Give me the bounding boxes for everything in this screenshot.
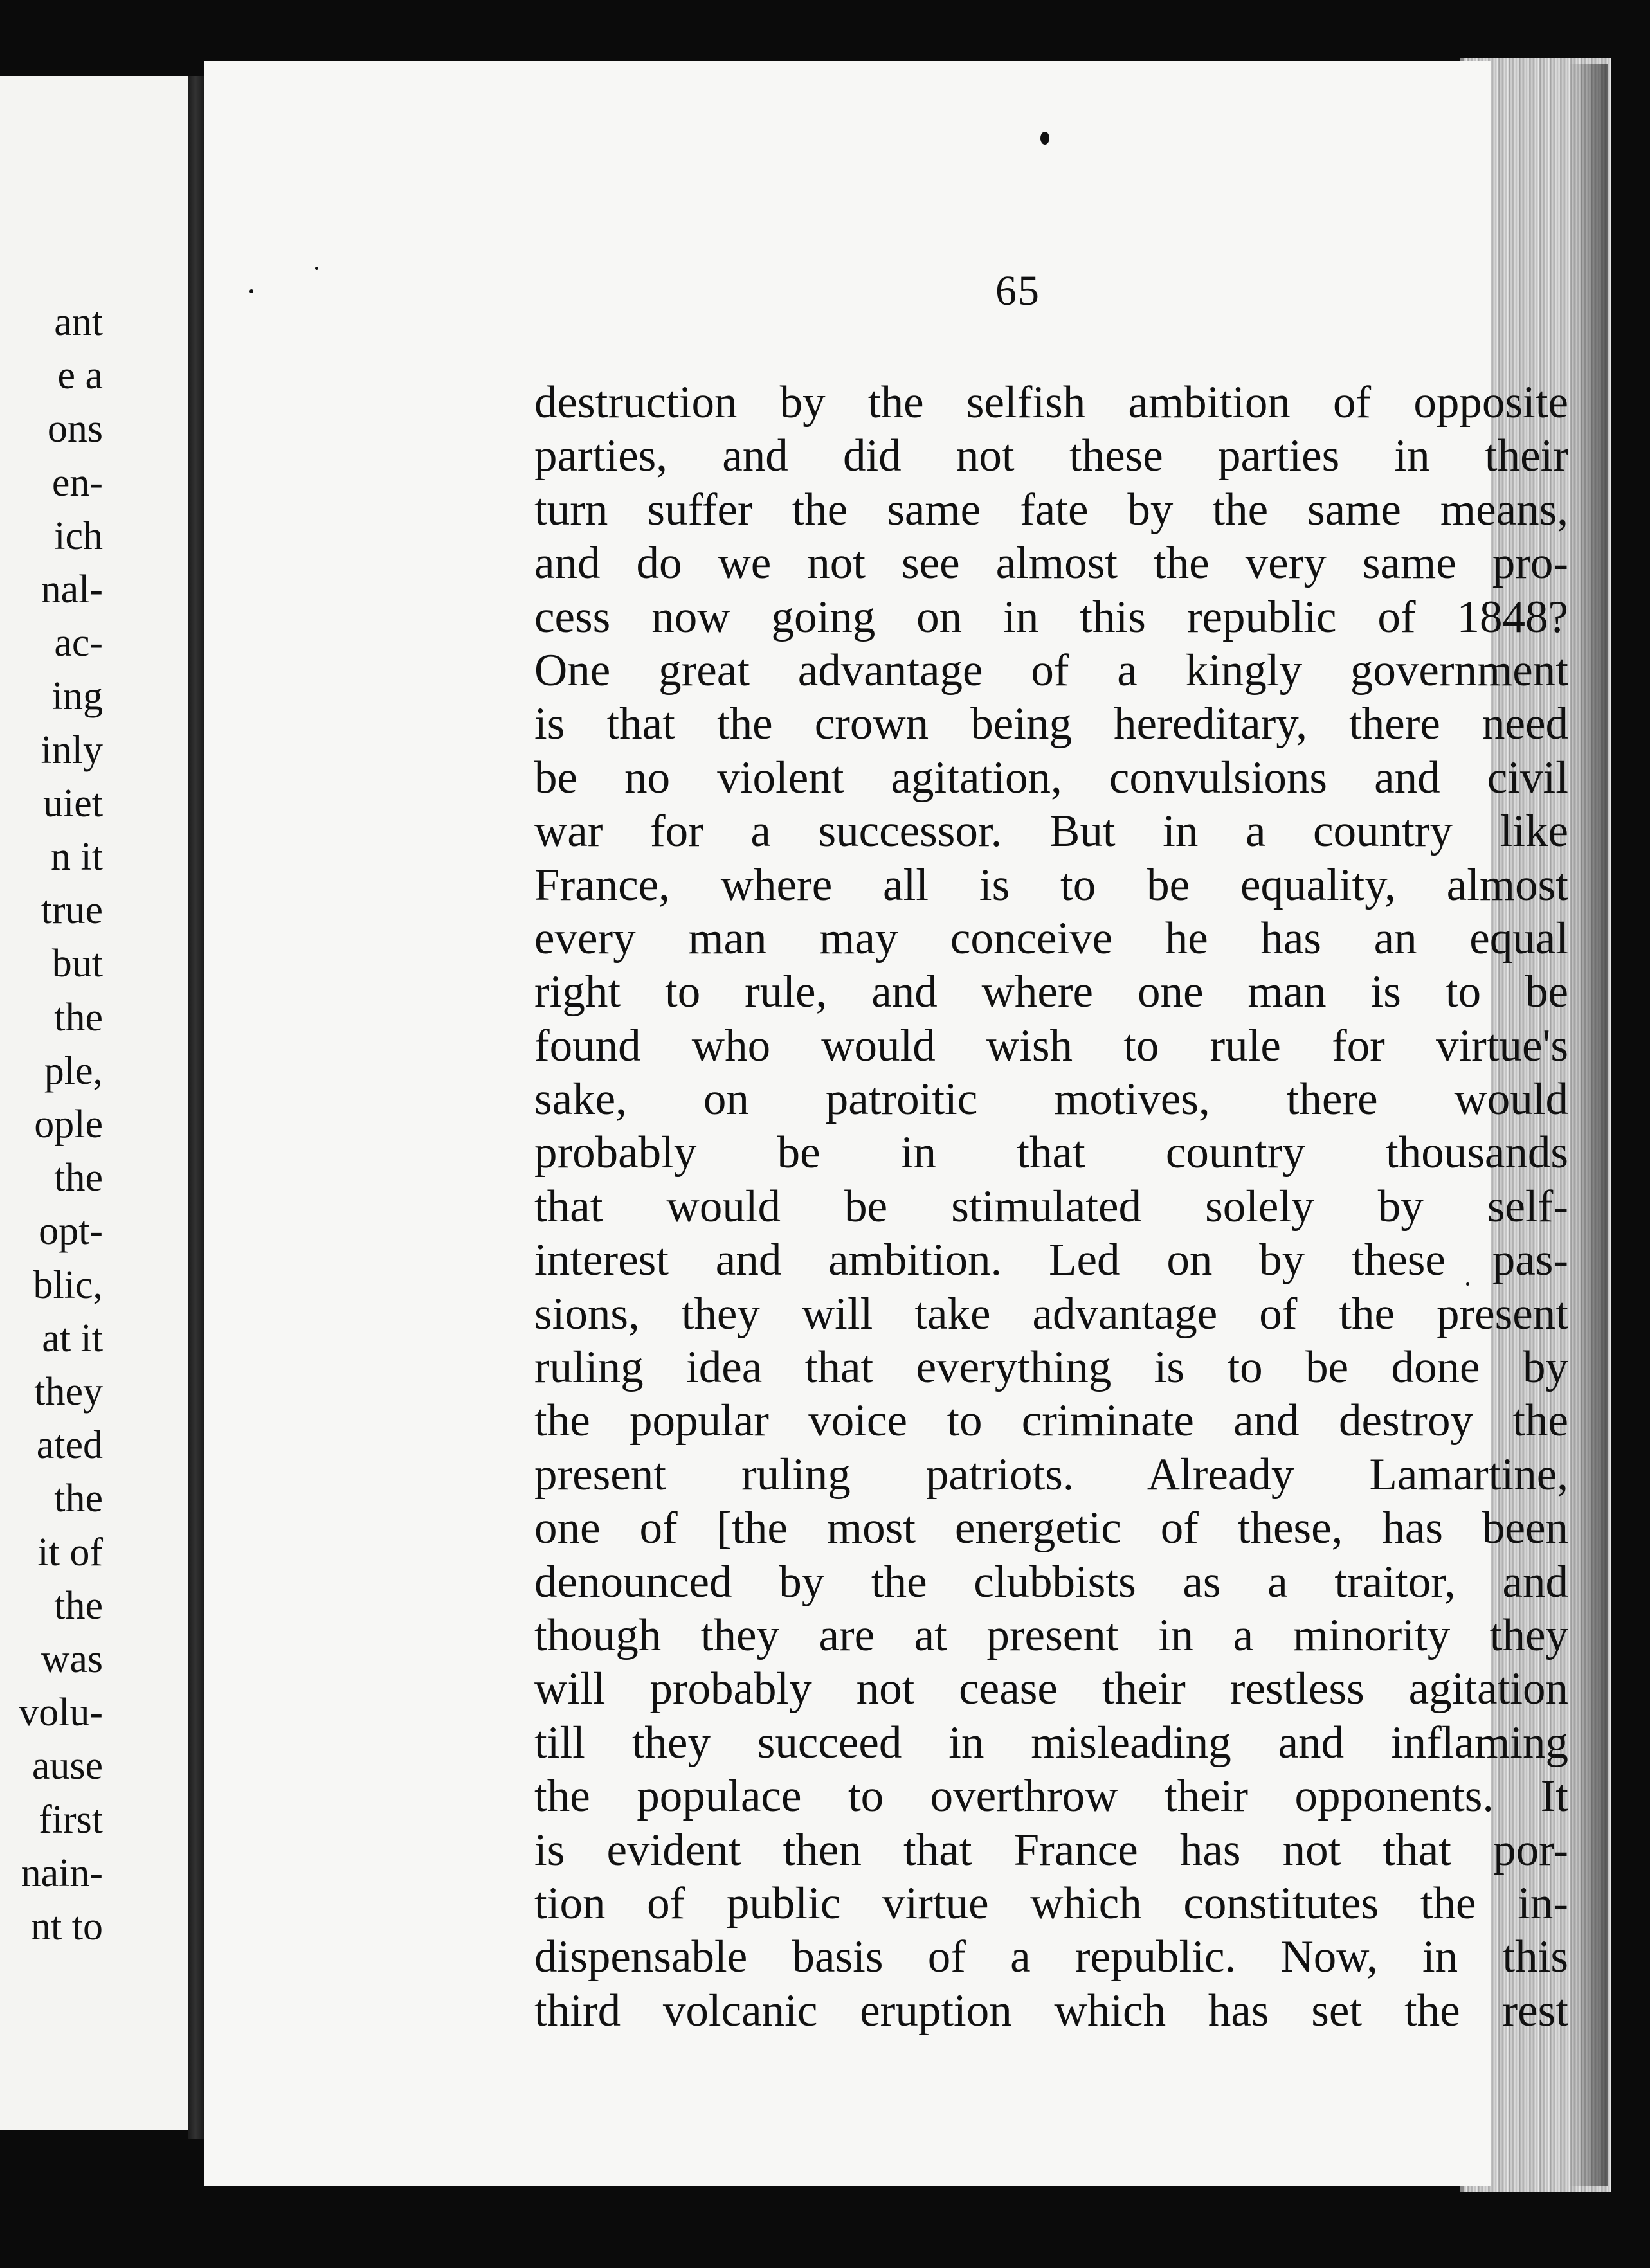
previous-page-line: e a [57, 354, 103, 398]
previous-page-line: the [54, 1583, 103, 1628]
previous-page-line: was [41, 1637, 103, 1681]
text-line: is that the crown being hereditary, there need [534, 699, 1568, 750]
previous-page-line: nt to [31, 1905, 103, 1949]
ink-speck [249, 289, 253, 293]
previous-page-line: ant [54, 300, 103, 344]
text-line: sions, they will take advantage of the present [534, 1288, 1568, 1339]
text-line: denounced by the clubbists as a traitor, and [534, 1556, 1568, 1607]
text-line: the populace to overthrow their opponents. It [534, 1771, 1568, 1822]
text-line: France, where all is to be equality, almost [534, 860, 1568, 910]
previous-page-line: opt- [39, 1209, 103, 1254]
ink-speck [315, 267, 318, 270]
previous-page-line: volu- [19, 1691, 103, 1735]
previous-page-line: inly [41, 728, 103, 772]
previous-page-line: but [51, 942, 103, 986]
text-line: is evident then that France has not that por- [534, 1824, 1568, 1875]
previous-page-line: uiet [43, 781, 103, 825]
text-line: one of [the most energetic of these, has been [534, 1503, 1568, 1554]
page-edges-shadow [1569, 64, 1608, 2186]
previous-page-line: it of [37, 1530, 103, 1574]
text-line: till they succeed in misleading and inflaming [534, 1717, 1568, 1768]
text-line: every man may conceive he has an equal [534, 913, 1568, 964]
text-line: interest and ambition. Led on by these pas- [534, 1235, 1568, 1286]
previous-page-line: blic, [33, 1263, 103, 1307]
text-line: the popular voice to criminate and destroy the [534, 1396, 1568, 1446]
text-line: parties, and did not these parties in their [534, 431, 1568, 482]
text-line: be no violent agitation, convulsions and civil [534, 752, 1568, 803]
previous-page-line: ac- [54, 621, 103, 665]
previous-page-line: ich [54, 514, 103, 558]
text-line: right to rule, and where one man is to be [534, 967, 1568, 1018]
text-line: tion of public virtue which constitutes the in- [534, 1878, 1568, 1929]
ink-speck [1040, 132, 1049, 145]
previous-page-line: ple, [44, 1048, 103, 1093]
book-page [204, 61, 1568, 2186]
previous-page-line: en- [51, 460, 103, 505]
previous-page-line: the [54, 1156, 103, 1200]
previous-page-line: true [41, 888, 103, 933]
previous-page-line: ated [36, 1423, 103, 1468]
previous-page-text [0, 76, 103, 2130]
previous-page-line: ause [32, 1744, 103, 1788]
text-line: though they are at present in a minority they [534, 1610, 1568, 1661]
text-line: ruling idea that everything is to be done by [534, 1342, 1568, 1393]
previous-page-line: they [34, 1370, 103, 1414]
previous-page-fragment [0, 76, 194, 2130]
page-number: 65 [995, 267, 1040, 314]
previous-page-line: the [54, 995, 103, 1040]
previous-page-line: n it [51, 835, 103, 879]
text-line: cess now going on in this republic of 1848? [534, 591, 1568, 642]
text-line: destruction by the selfish ambition of opposite [534, 377, 1568, 428]
previous-page-line: nain- [21, 1851, 103, 1895]
text-line: found who would wish to rule for virtue's [534, 1020, 1568, 1071]
text-line: will probably not cease their restless agitation [534, 1664, 1568, 1715]
previous-page-line: ople [34, 1102, 103, 1146]
previous-page-line: ing [51, 674, 103, 719]
previous-page-line: the [54, 1477, 103, 1521]
text-line: present ruling patriots. Already Lamartine, [534, 1449, 1568, 1500]
text-line: One great advantage of a kingly government [534, 645, 1568, 696]
text-line: probably be in that country thousands [534, 1128, 1568, 1178]
text-line: and do we not see almost the very same pro- [534, 538, 1568, 589]
previous-page-line: at it [42, 1316, 103, 1360]
text-line: war for a successor. But in a country like [534, 806, 1568, 857]
previous-page-line: first [39, 1797, 103, 1842]
text-line: sake, on patroitic motives, there would [534, 1074, 1568, 1125]
previous-page-line: nal- [41, 568, 103, 611]
previous-page-line: ons [47, 407, 103, 451]
text-line: that would be stimulated solely by self- [534, 1181, 1568, 1232]
text-line: third volcanic eruption which has set the rest [534, 1985, 1568, 2036]
text-line: dispensable basis of a republic. Now, in this [534, 1932, 1568, 1983]
page-body-text [534, 376, 1568, 2038]
text-line: turn suffer the same fate by the same means, [534, 484, 1568, 535]
